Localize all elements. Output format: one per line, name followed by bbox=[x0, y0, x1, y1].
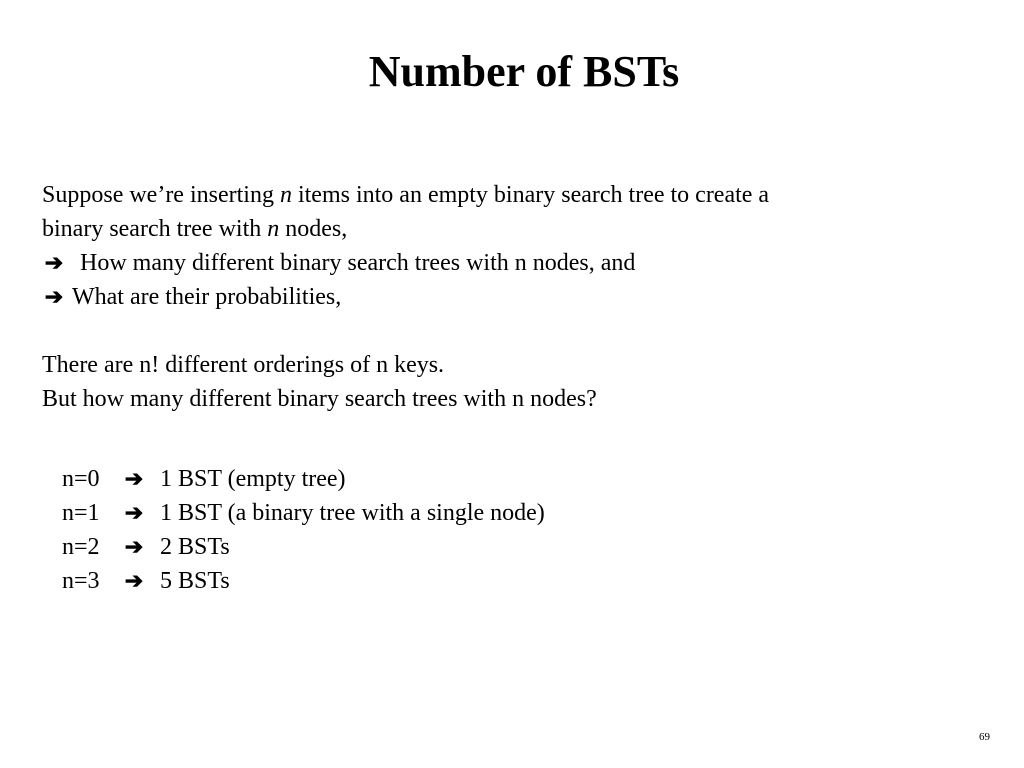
intro-line-1: Suppose we’re inserting n items into an empty binary search tree to create a bbox=[42, 182, 770, 208]
page-number: 69 bbox=[979, 731, 990, 743]
arrow-right-icon: ➔ bbox=[124, 534, 144, 559]
cases-list bbox=[62, 462, 545, 598]
intro-line-2: binary search tree with n nodes, bbox=[42, 216, 348, 242]
question-paragraph bbox=[42, 348, 597, 416]
slide-title: Number of BSTs bbox=[368, 47, 680, 96]
variable-n: n bbox=[279, 182, 292, 208]
intro-paragraph bbox=[42, 178, 769, 314]
arrow-right-icon: ➔ bbox=[124, 500, 144, 525]
arrow-right-icon: ➔ bbox=[124, 568, 144, 593]
case-row: n=0 ➔ 1 BST (empty tree) bbox=[62, 462, 545, 496]
bullet-item: ➔ What are their probabilities, bbox=[42, 280, 769, 314]
question-line-1: There are n! different orderings of n keys. bbox=[42, 352, 445, 378]
case-row: n=1 ➔ 1 BST (a binary tree with a single node) bbox=[62, 496, 545, 530]
arrow-right-icon: ➔ bbox=[124, 466, 144, 491]
case-row: n=3 ➔ 5 BSTs bbox=[62, 564, 545, 598]
case-row: n=2 ➔ 2 BSTs bbox=[62, 530, 545, 564]
variable-n: n bbox=[267, 216, 280, 242]
arrow-right-icon: ➔ bbox=[44, 284, 64, 309]
question-line-2: But how many different binary search trees with n nodes? bbox=[42, 386, 597, 412]
bullet-item: ➔ How many different binary search trees with n nodes, and bbox=[42, 246, 769, 280]
arrow-right-icon: ➔ bbox=[44, 250, 64, 275]
